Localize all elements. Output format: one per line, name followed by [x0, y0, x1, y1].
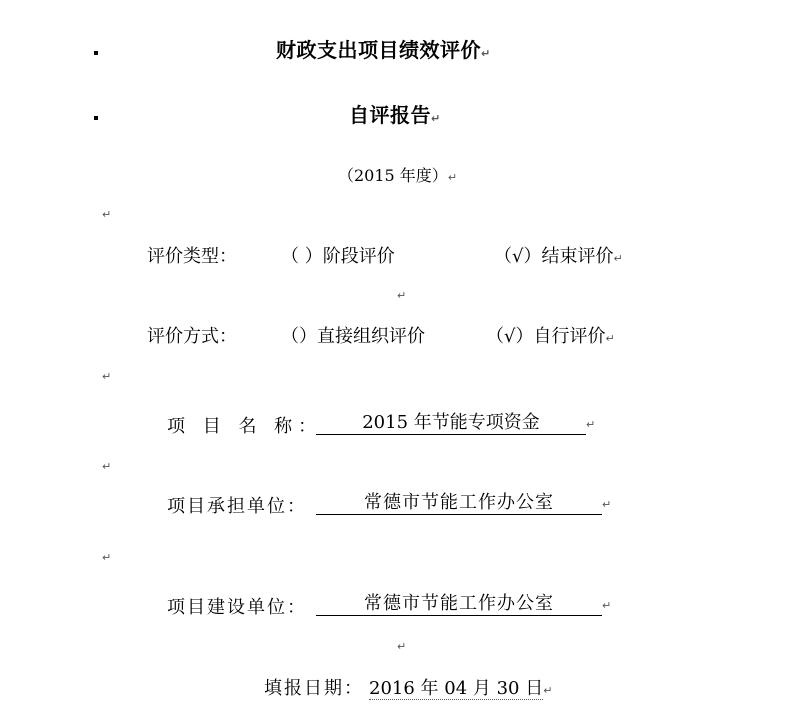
paragraph-mark-icon: ↵	[397, 640, 407, 653]
fill-date-value: 2016 年 04 月 30 日	[369, 678, 544, 699]
evaluation-type-label: 评价类型：	[147, 246, 237, 267]
construction-unit-field[interactable]	[316, 593, 611, 616]
evaluation-type-final-option[interactable]: （√）结束评价↵	[494, 246, 623, 267]
paragraph-mark-icon: ↵	[431, 112, 441, 125]
construction-unit-value: 常德市节能工作办公室	[316, 593, 602, 616]
project-name-field[interactable]	[316, 412, 595, 435]
evaluation-method-direct-option[interactable]: （）直接组织评价	[281, 326, 425, 347]
paragraph-mark-icon: ↵	[102, 208, 112, 221]
undertaking-unit-field[interactable]	[316, 492, 611, 515]
undertaking-unit-label: 项目承担单位：	[167, 496, 307, 517]
paragraph-mark-icon: ↵	[586, 418, 596, 431]
evaluation-method-label: 评价方式：	[147, 326, 237, 347]
paragraph-mark-icon: ↵	[102, 551, 112, 564]
paragraph-mark-icon: ↵	[102, 370, 112, 383]
project-name-label: 项 目 名 称：	[167, 416, 323, 437]
paragraph-mark-icon: ↵	[481, 47, 491, 60]
paragraph-mark-icon: ↵	[397, 289, 407, 302]
bullet-marker-2	[94, 116, 98, 120]
paragraph-mark-icon: ↵	[447, 171, 458, 184]
paragraph-mark-icon: ↵	[602, 498, 612, 511]
document-subtitle: 自评报告↵	[349, 103, 441, 127]
undertaking-unit-value: 常德市节能工作办公室	[316, 492, 602, 515]
bullet-marker-1	[94, 51, 98, 55]
evaluation-type-stage-option[interactable]: （ ）阶段评价	[281, 246, 395, 267]
paragraph-mark-icon: ↵	[613, 252, 623, 265]
evaluation-method-self-option[interactable]: （√）自行评价↵	[486, 326, 615, 347]
paragraph-mark-icon: ↵	[102, 460, 112, 473]
project-name-value: 2015 年节能专项资金	[316, 412, 586, 435]
fill-date-label: 填报日期：	[264, 678, 364, 699]
construction-unit-label: 项目建设单位：	[167, 597, 307, 618]
report-year: （2015 年度）↵	[338, 166, 458, 185]
paragraph-mark-icon: ↵	[602, 599, 612, 612]
fill-date-field[interactable]	[369, 674, 552, 700]
document-title: 财政支出项目绩效评价↵	[276, 38, 491, 62]
paragraph-mark-icon: ↵	[543, 684, 553, 697]
paragraph-mark-icon: ↵	[605, 332, 615, 345]
